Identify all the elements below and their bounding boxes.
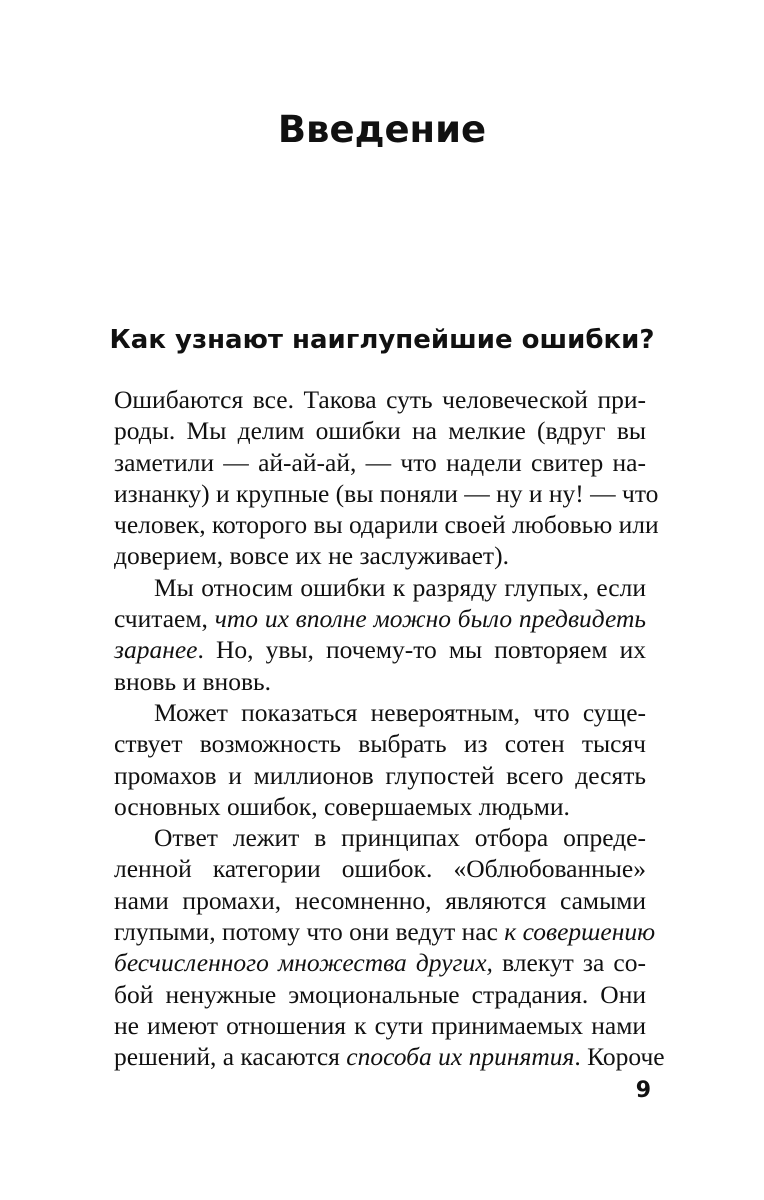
- paragraph-3: [114, 697, 646, 822]
- text-line: заметили — ай-ай-ай, — что надели свитер на-: [114, 447, 646, 477]
- text-line: [114, 916, 656, 947]
- text-run: . Но, увы, почему-то мы повторяем их: [197, 635, 646, 665]
- text-line: основных ошибок, совершаемых людьми.: [114, 791, 570, 821]
- text-line: Может показаться невероятным, что суще-: [154, 697, 646, 727]
- paragraph-4: [114, 822, 665, 1072]
- text-line: изнанку) и крупные (вы поняли — ну и ну! — что: [114, 478, 659, 508]
- paragraph-2: [114, 572, 646, 697]
- italic-text: способа их принятия: [346, 1042, 575, 1072]
- text-line: ствует возможность выбрать из сотен тысяч: [114, 729, 646, 759]
- italic-text: бесчисленного множества других,: [114, 948, 493, 978]
- text-run: решений, а касаются: [114, 1042, 347, 1072]
- text-run: глупыми, потому что они ведут нас: [114, 917, 505, 947]
- chapter-title: Введение: [277, 108, 487, 151]
- text-line: Ошибаются все. Такова суть человеческой при-: [114, 385, 646, 414]
- text-line: доверием, вовсе их не заслуживает).: [114, 541, 509, 571]
- text-line: роды. Мы делим ошибки на мелкие (вдруг вы: [114, 416, 646, 446]
- italic-text: к совершению: [504, 917, 656, 947]
- text-line: человек, которого вы одарили своей любовью или: [114, 510, 659, 540]
- text-line: нами промахи, несомненно, являются самыми: [114, 885, 646, 915]
- section-heading: Как узнают наиглупейшие ошибки?: [109, 325, 655, 355]
- paragraph-1: [114, 384, 659, 572]
- text-line: [114, 947, 646, 978]
- text-line: [114, 634, 646, 665]
- text-run: считаем,: [114, 604, 215, 634]
- text-line: вновь и вновь.: [114, 666, 271, 696]
- page-number: 9: [635, 1078, 651, 1103]
- text-run: . Короче: [574, 1042, 665, 1072]
- text-line: ленной категории ошибок. «Облюбованные»: [114, 854, 646, 884]
- text-line: бой ненужные эмоциональные страдания. Они: [114, 979, 646, 1009]
- italic-text: что их вполне можно было предвидеть: [214, 604, 646, 634]
- text-line: промахов и миллионов глупостей всего десять: [114, 760, 646, 790]
- body-text: [114, 384, 665, 1073]
- text-line: не имеют отношения к сути принимаемых нами: [114, 1010, 646, 1040]
- text-line: Мы относим ошибки к разряду глупых, если: [154, 572, 646, 602]
- text-run: влекут за со-: [492, 948, 646, 978]
- italic-text: заранее: [114, 635, 198, 665]
- text-line: [114, 603, 646, 634]
- text-line: [114, 1041, 665, 1072]
- text-line: Ответ лежит в принципах отбора опреде-: [154, 823, 646, 853]
